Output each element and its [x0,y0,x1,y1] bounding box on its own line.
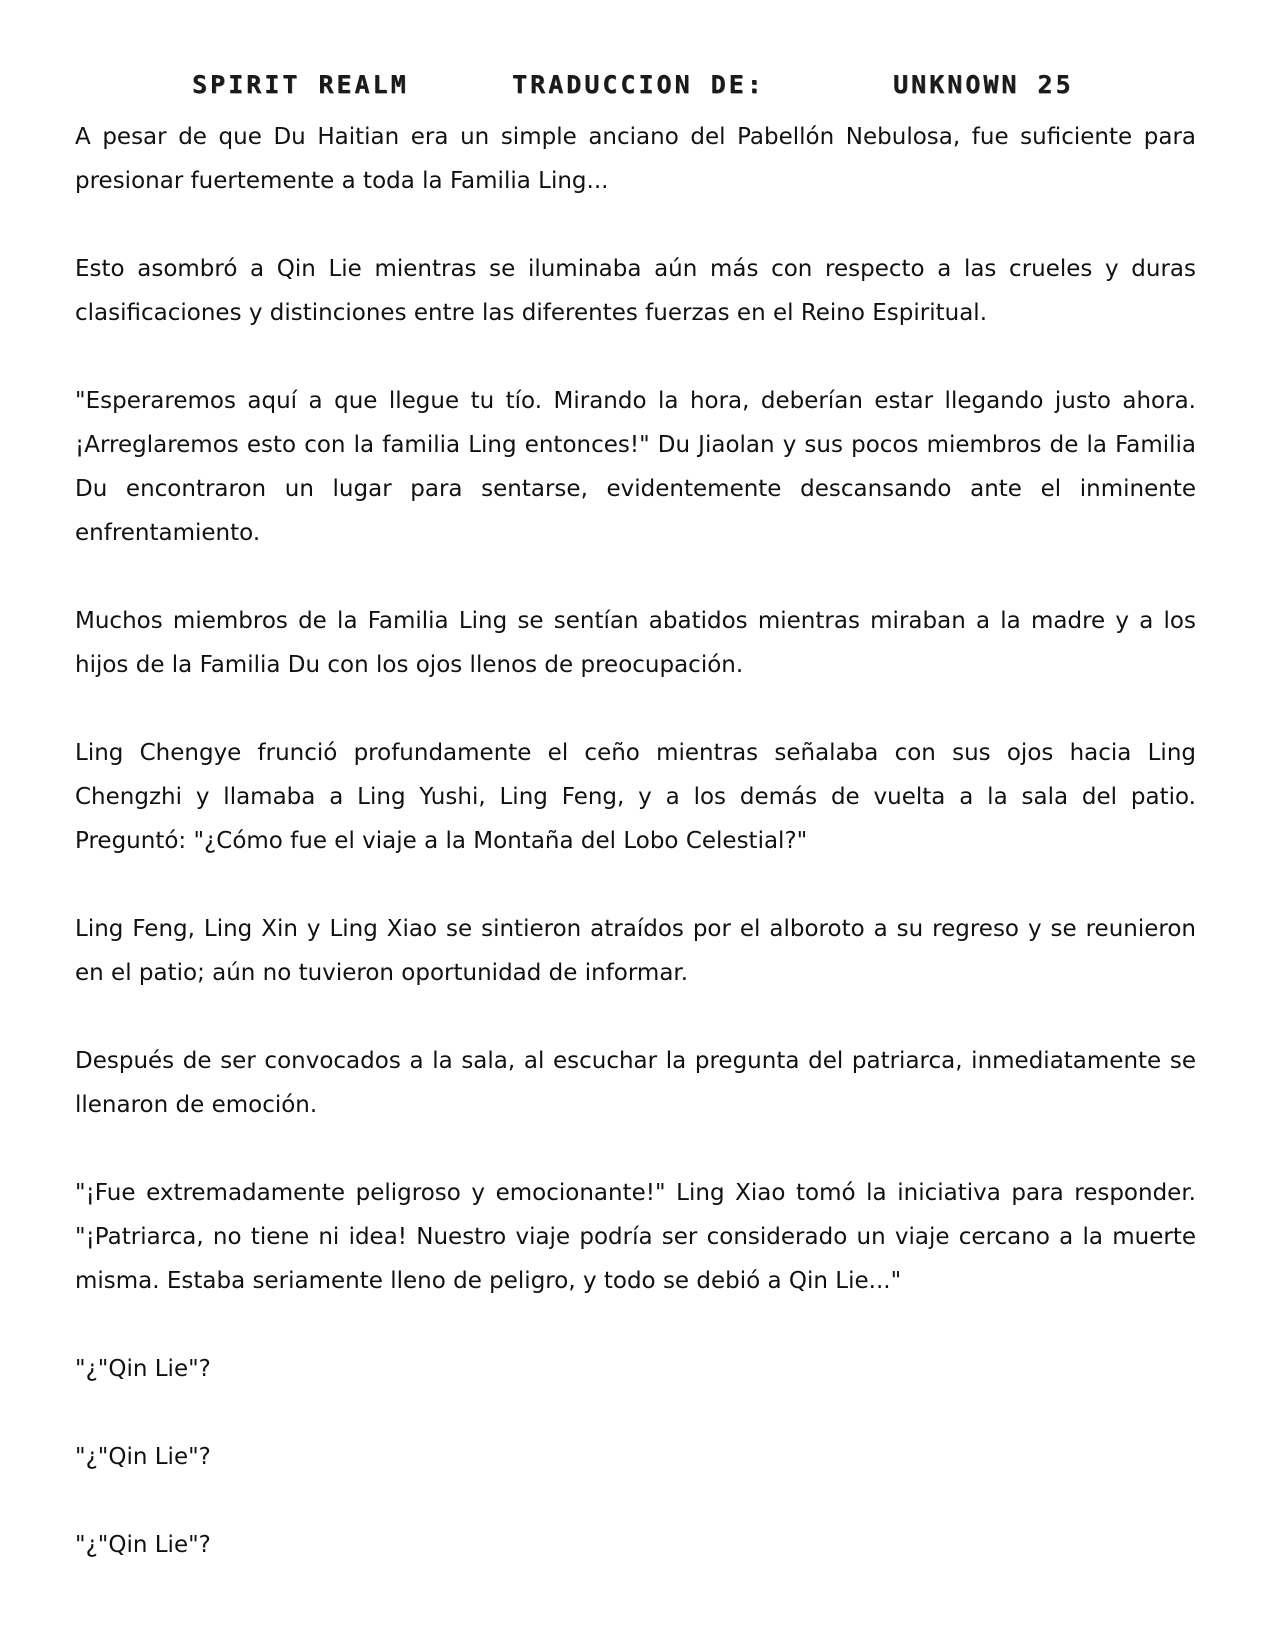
paragraph: "¿"Qin Lie"? [75,1532,211,1558]
paragraph: Ling Feng, Ling Xin y Ling Xiao se sintieron atraídos por el alboroto a su regreso y se reunieron en el patio; aún no tuvieron oportunidad de informar. [75,916,1196,986]
paragraph: "Esperaremos aquí a que llegue tu tío. Mirando la hora, deberían estar llegando justo ahora. ¡Arreglaremos esto con la familia Ling entonces!" Du Jiaolan y sus pocos miembros de la Familia Du encontraron un lugar para sentarse, evidentemente descansando ante el inminente enfrentamiento. [75,388,1196,546]
paragraph: "¡Fue extremadamente peligroso y emocionante!" Ling Xiao tomó la iniciativa para responder. "¡Patriarca, no tiene ni idea! Nuestro viaje podría ser considerado un viaje cercano a la muerte misma. Estaba seriamente lleno de peligro, y todo se debió a Qin Lie..." [75,1180,1196,1294]
paragraph: Ling Chengye frunció profundamente el ceño mientras señalaba con sus ojos hacia Ling Chengzhi y llamaba a Ling Yushi, Ling Feng, y a los demás de vuelta a la sala del patio. Preguntó: "¿Cómo fue el viaje a la Montaña del Lobo Celestial?" [75,740,1196,854]
paragraph: Muchos miembros de la Familia Ling se sentían abatidos mientras miraban a la madre y a los hijos de la Familia Du con los ojos llenos de preocupación. [75,608,1196,678]
paragraph: "¿"Qin Lie"? [75,1444,211,1470]
paragraph: Después de ser convocados a la sala, al escuchar la pregunta del patriarca, inmediatamente se llenaron de emoción. [75,1048,1196,1118]
paragraph: Esto asombró a Qin Lie mientras se iluminaba aún más con respecto a las crueles y duras clasificaciones y distinciones entre las diferentes fuerzas en el Reino Espiritual. [75,256,1196,326]
header-translator-name: UNKNOWN 25 [893,70,1074,99]
header-series-title: SPIRIT REALM [192,70,409,99]
page-header [0,70,1275,110]
document-body [75,115,1196,1567]
paragraph: "¿"Qin Lie"? [75,1356,211,1382]
paragraph: A pesar de que Du Haitian era un simple anciano del Pabellón Nebulosa, fue suficiente para presionar fuertemente a toda la Familia Ling... [75,124,1196,194]
header-translation-label: TRADUCCION DE: [512,70,765,99]
